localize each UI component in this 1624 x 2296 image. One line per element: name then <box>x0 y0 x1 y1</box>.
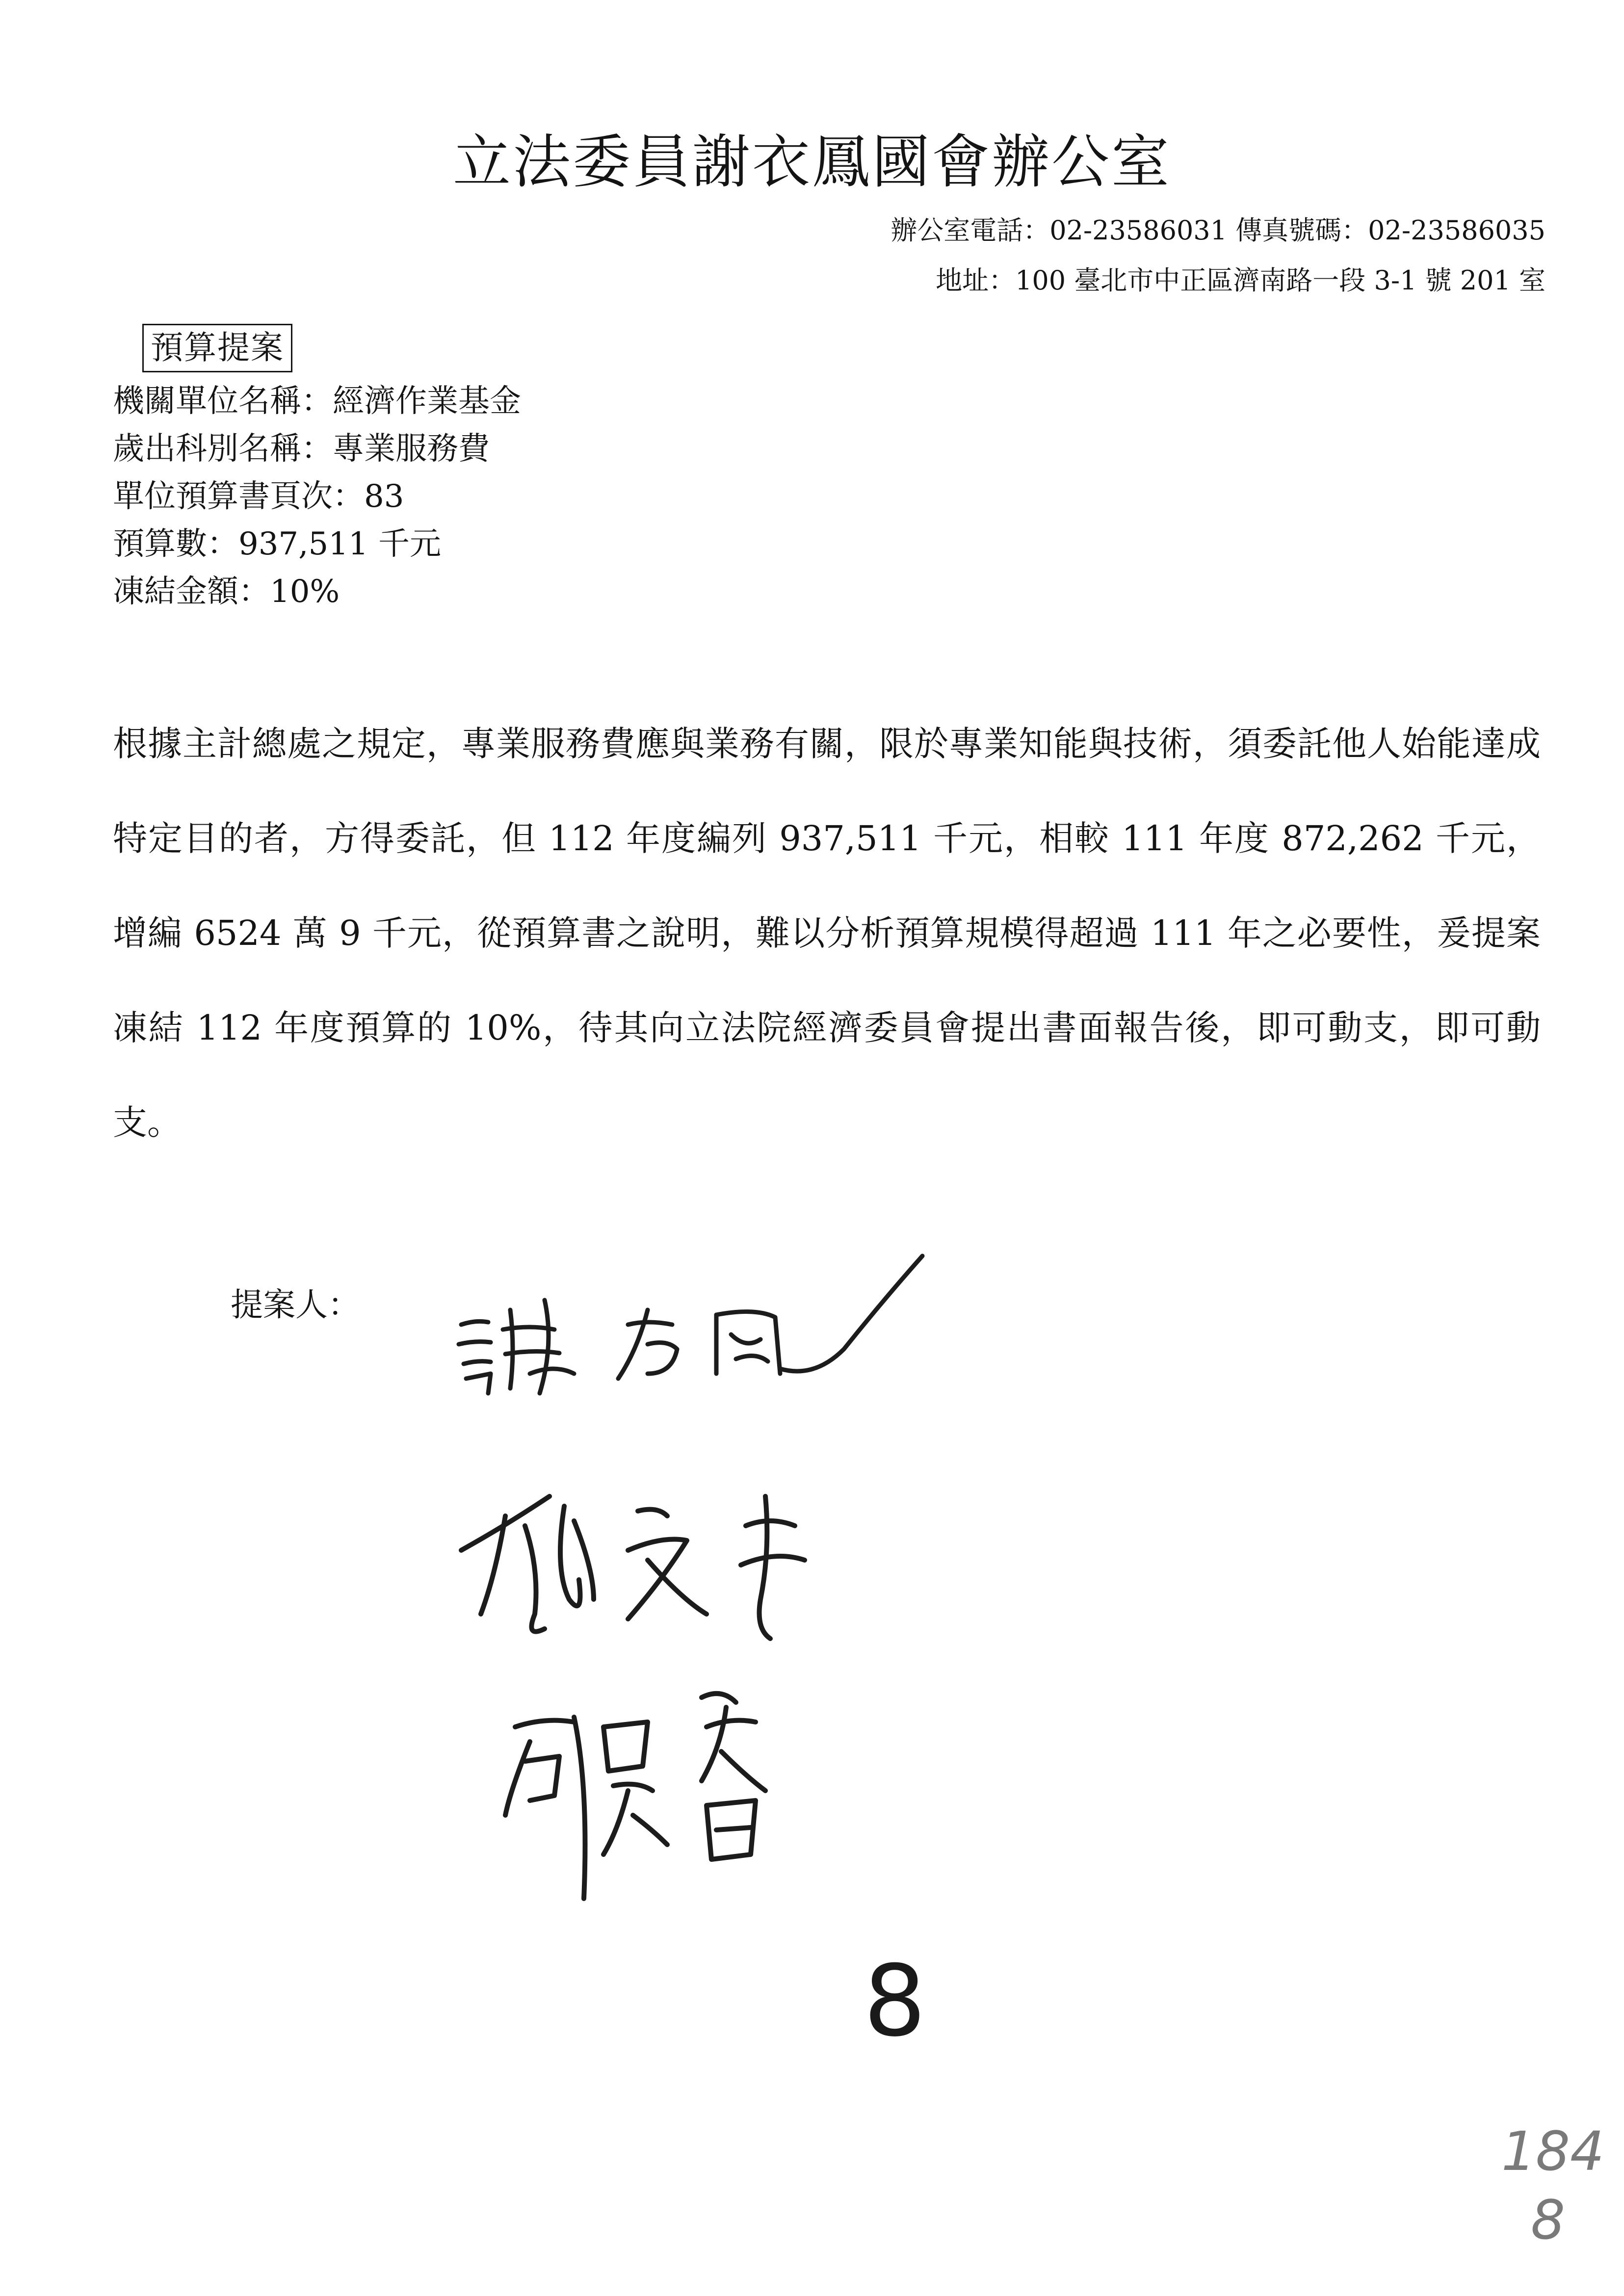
proposal-body-text: 根據主計總處之規定，專業服務費應與業務有關，限於專業知能與技術，須委託他人始能達成特定目的者，方得委託，但 112 年度編列 937,511 千元，相較 111 年度 872,262 千元，增編 6524 萬 9 千元，從預算書之說明，難以分析預算規模得超過 111 年之必要性，爰提案凍結 112 年度預算的 10%，待其向立法院經濟委員會提出書面報告後，即可動支，即可動支。 <box>113 724 1541 1143</box>
proposal-meta-list <box>113 378 521 616</box>
proposer-label: 提案人： <box>231 1286 360 1324</box>
contact-phone-line: 辦公室電話：02-23586031 傳真號碼：02-23586035 <box>891 215 1545 246</box>
proposal-label: 預算提案 <box>142 324 292 372</box>
page-number: 8 <box>864 1944 926 2059</box>
office-title: 立法委員謝衣鳳國會辦公室 <box>452 128 1171 196</box>
meta-budget-amount: 預算數：937,511 千元 <box>113 526 441 562</box>
meta-frozen-amount: 凍結金額：10% <box>113 574 340 610</box>
signature-3 <box>491 1668 834 1904</box>
signature-1 <box>442 1226 962 1403</box>
meta-expenditure-item: 歲出科別名稱：專業服務費 <box>113 431 490 467</box>
signature-2 <box>451 1452 873 1648</box>
contact-address-line: 地址：100 臺北市中正區濟南路一段 3-1 號 201 室 <box>936 265 1545 296</box>
stamp-number-upper: 184 <box>1501 2120 1604 2183</box>
meta-budget-page: 單位預算書頁次：83 <box>113 478 404 515</box>
meta-agency: 機關單位名稱：經濟作業基金 <box>113 383 521 419</box>
stamp-number-lower: 8 <box>1531 2189 1565 2251</box>
